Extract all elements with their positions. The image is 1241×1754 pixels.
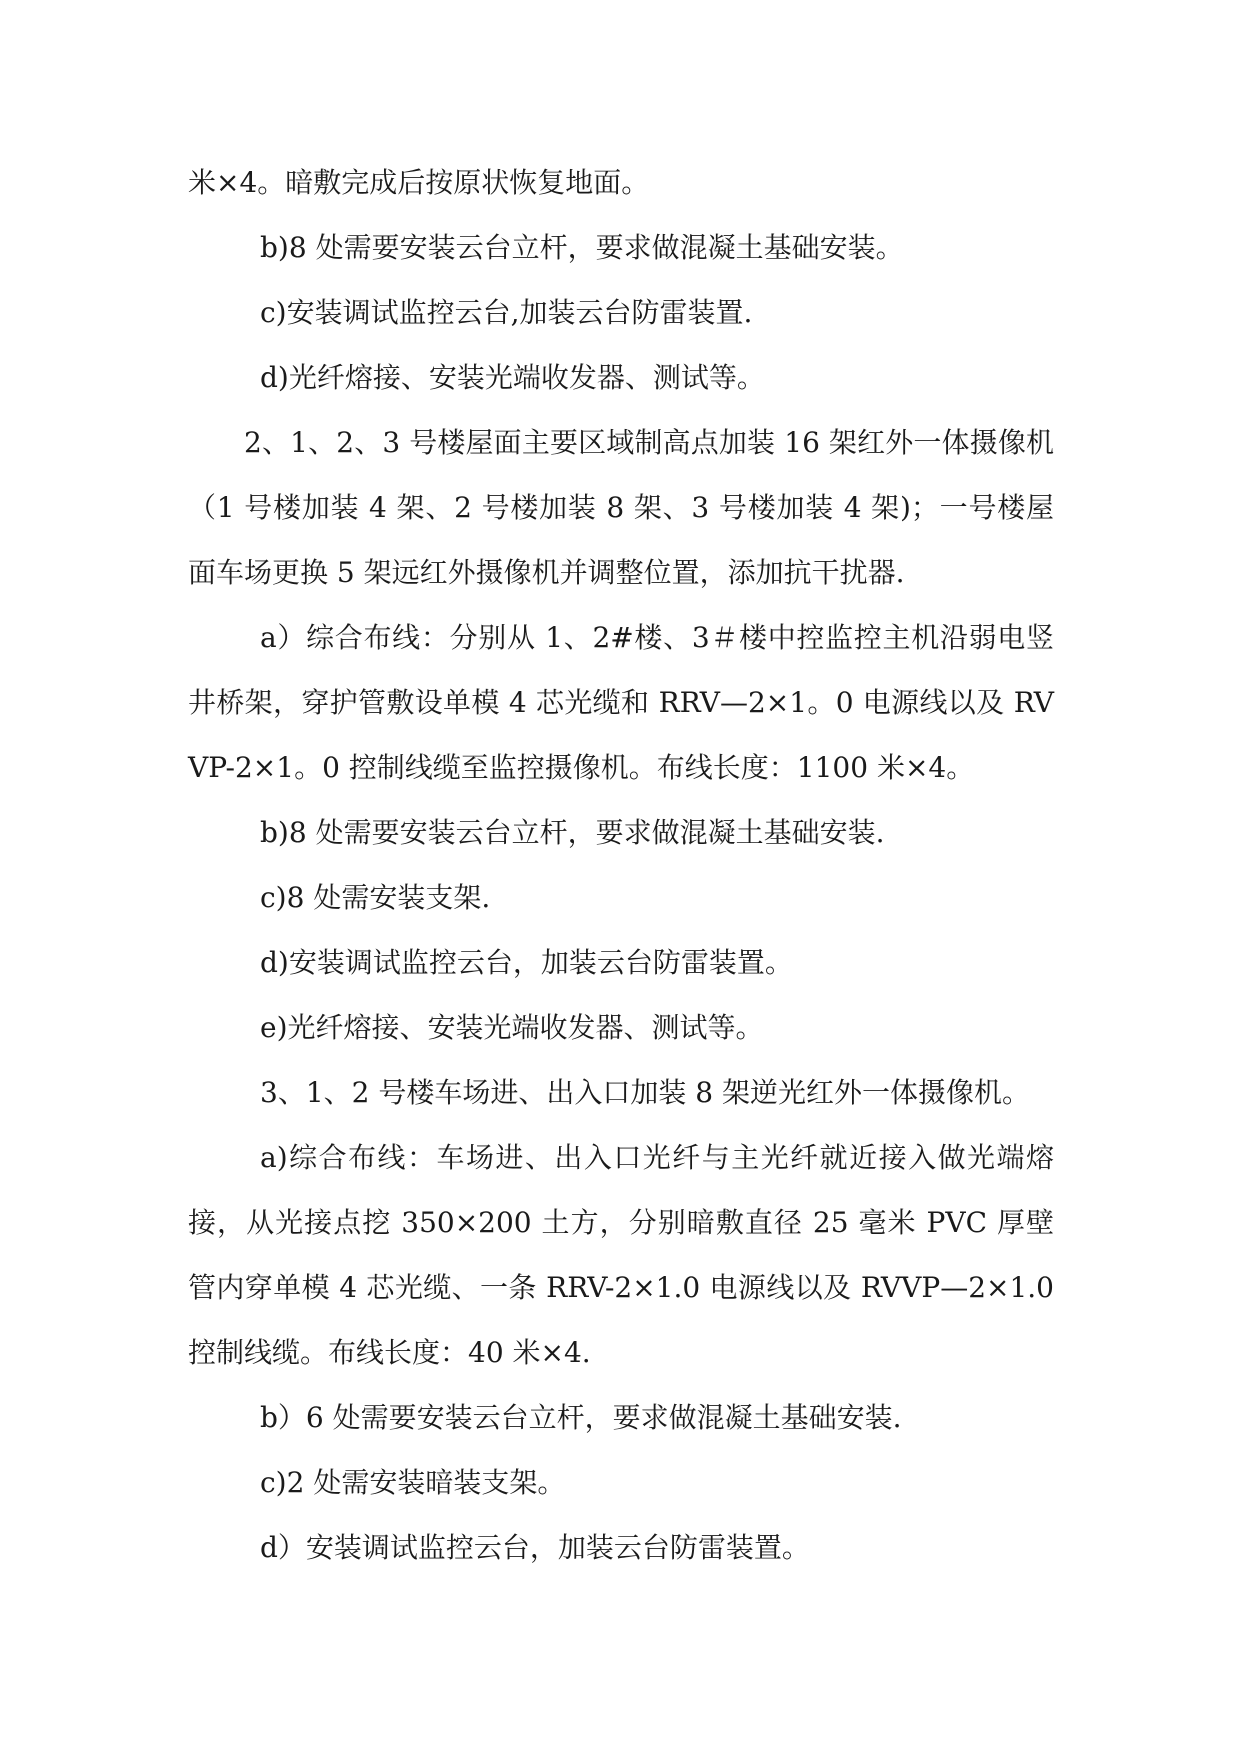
paragraph-item-c-bracket-2: c)2 处需安装暗装支架。: [260, 1466, 566, 1499]
paragraph-item-d-ptz: d)安装调试监控云台，加装云台防雷装置。: [260, 946, 793, 979]
paragraph-item-b-pole-2: b)8 处需要安装云台立杆，要求做混凝土基础安装.: [260, 816, 885, 849]
paragraph-item-d-ptz-2: d）安装调试监控云台，加装云台防雷装置。: [260, 1531, 810, 1564]
paragraph-item-d-fiber: d)光纤熔接、安装光端收发器、测试等。: [260, 361, 765, 394]
paragraph-item-c-ptz: c)安装调试监控云台,加装云台防雷装置.: [260, 296, 753, 329]
paragraph-item-b-pole-3: b）6 处需要安装云台立杆，要求做混凝土基础安装.: [260, 1401, 902, 1434]
paragraph-continuation: 米×4。暗敷完成后按原状恢复地面。: [188, 166, 650, 199]
paragraph-item-a-cabling-2: a)综合布线：车场进、出入口光纤与主光纤就近接入做光端熔接，从光接点挖 350×200 土方，分别暗敷直径 25 毫米 PVC 厚壁管内穿单模 4 芯光缆、一条 RRV-2×1.0 电源线以及 RVVP—2×1.0 控制线缆。布线长度：40 米×4.: [188, 1141, 1054, 1369]
document-body: [188, 150, 1054, 1580]
paragraph-item-b-pole: b)8 处需要安装云台立杆，要求做混凝土基础安装。: [260, 231, 904, 264]
paragraph-item-a-cabling: a）综合布线：分别从 1、2#楼、3＃楼中控监控主机沿弱电竖井桥架，穿护管敷设单模 4 芯光缆和 RRV—2×1。0 电源线以及 RVVP-2×1。0 控制线缆至监控摄像机。布线长度：1100 米×4。: [188, 621, 1054, 784]
paragraph-item-e-fiber: e)光纤熔接、安装光端收发器、测试等。: [260, 1011, 764, 1044]
paragraph-item-c-bracket: c)8 处需安装支架.: [260, 881, 491, 914]
paragraph-section-3: 3、1、2 号楼车场进、出入口加装 8 架逆光红外一体摄像机。: [260, 1076, 1030, 1109]
paragraph-section-2: 2、1、2、3 号楼屋面主要区域制高点加装 16 架红外一体摄像机（1 号楼加装 4 架、2 号楼加装 8 架、3 号楼加装 4 架)；一号楼屋面车场更换 5 架远红外摄像机并调整位置，添加抗干扰器.: [188, 426, 1054, 589]
